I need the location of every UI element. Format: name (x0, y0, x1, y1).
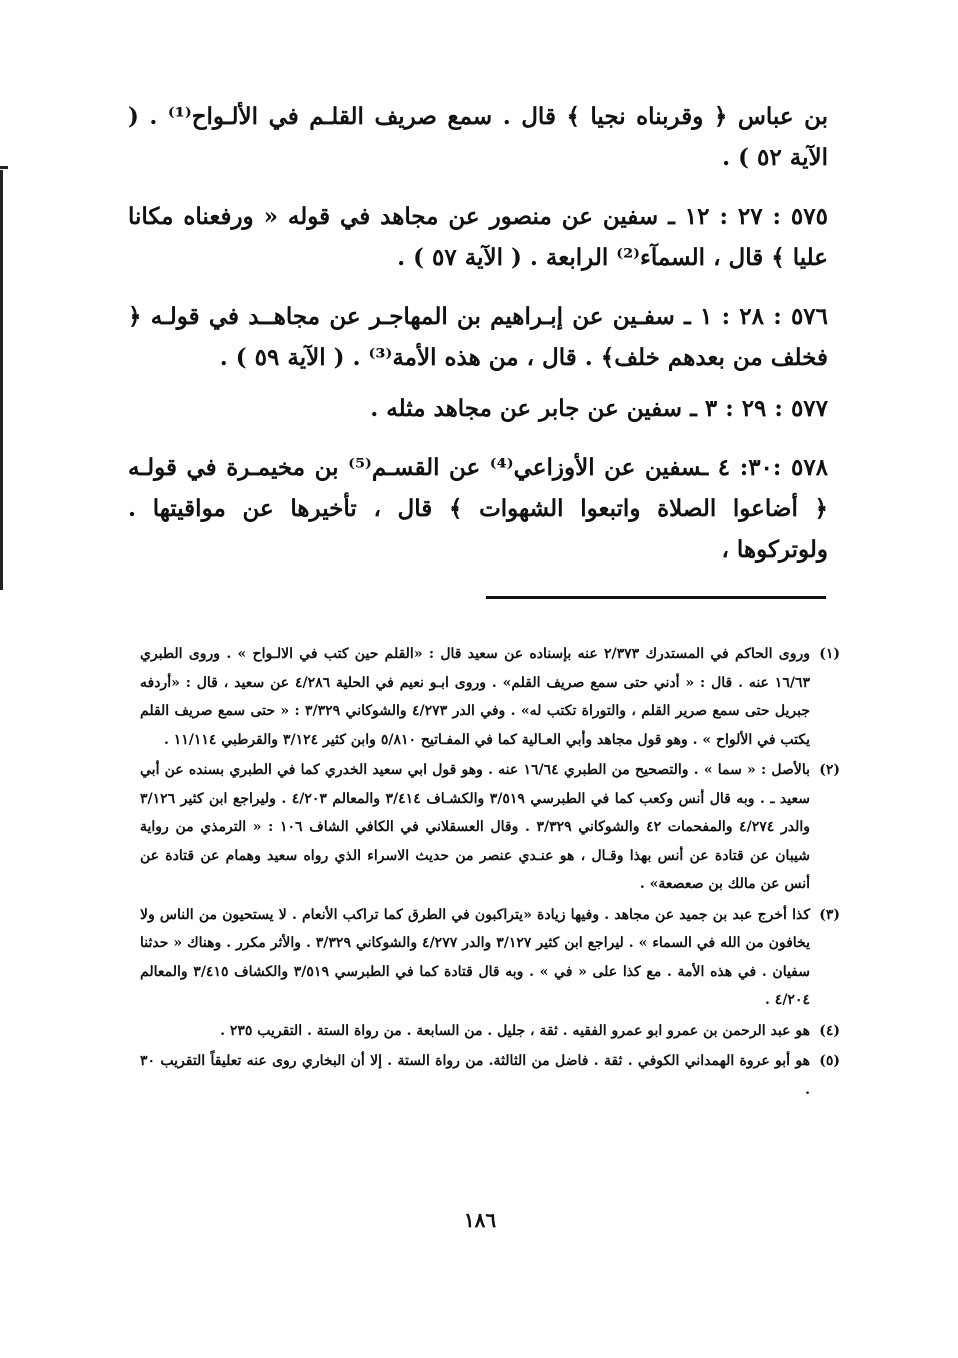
page-number: ١٨٦ (463, 1208, 497, 1232)
footnote-number: (٣) (819, 906, 840, 923)
footnote-text: هو أبو عروة الهمداني الكوفي . ثقة . فاضل من الثالثة. من رواة الستة . إلا أن البخاري روى عنه تعليقاً التقريب ٣٠ . (140, 1053, 810, 1098)
footnote-text: بالأصل : « سما » . والتصحيح من الطبري ١٦/٦٤ عنه . وهو قول ابي سعيد الخدري كما في الطبري بسنده عن أبي سعيد ـ . وبه قال أنس وكعب كما في الطبرسي ٣/٥١٩ والكشـاف ٣/٤١٤ والمعالم ٤/٢٠٣ . وليراجع ابن كثير ٣/١٢٦ والدر ٤/٢٧٤ والمفحمات ٤٢ والشوكاني ٣/٣٢٩ . وقال العسقلاني في الكافي الشاف ١٠٦ : « الترمذي من رواية شيبان عن قتادة عن أنس بهذا وقـال ، هو عنـدي عنصر من حديث الاسراء الذي رواه سعيد وهمام عن قتادة عن أنس عن مالك بن صعصعة» . (140, 762, 810, 892)
footnote-text: هو عبد الرحمن بن عمرو ابو عمرو الفقيه . ثقة ، جليل . من السابعة . من رواة الستة . التقريب ٢٣٥ . (220, 1022, 810, 1039)
footnote-2 (140, 756, 840, 899)
footnote-number: (٤) (819, 1022, 840, 1039)
paragraph-576: ٥٧٦ : ٢٨ : ١ ـ سفـين عن إبـراهيم بن المهاجـر عن مجاهــد في قولـه ﴿ فخلف من بعدهم خلف﴾ . قال ، من هذه الأمة⁽³⁾ . ( الآية ٥٩ ) . (128, 303, 829, 371)
footnote-number: (٥) (819, 1053, 840, 1069)
footnote-separator (486, 596, 826, 599)
footnote-5 (140, 1047, 840, 1104)
footnote-text: كذا أخرج عبد بن جميد عن مجاهد . وفيها زيادة «يتراكبون في الطرق كما تراكب الأنعام . لا يستحيون من الناس ولا يخافون من الله في السماء » . ليراجع ابن كثير ٣/١٢٧ والدر ٤/٢٧٧ والشوكاني ٣/٣٢٩ . والأثر مكرر . وهناك « حدثنا سفيان . في هذه الأمة . مع كذا على « في » . وبه قال قتادة كما في الطبرسي ٣/٥١٩ والكشاف ٣/٤١٥ والمعالم ٤/٢٠٤ . (140, 906, 810, 1008)
footnote-4 (140, 1017, 840, 1046)
paragraph-575: ٥٧٥ : ٢٧ : ١٢ ـ سفين عن منصور عن مجاهد في قوله « ورفعناه مكانا عليا ﴾ قال ، السمآء⁽²⁾ الرابعة . ( الآية ٥٧ ) . (128, 203, 828, 271)
paragraph-578: ٥٧٨ :٣٠: ٤ ـسفين عن الأوزاعي⁽⁴⁾ عن القسـم⁽⁵⁾ بن مخيمـرة في قولـه ﴿ أضاعوا الصلاة واتبعوا الشهوات ﴾ قال ، تأخيرها عن مواقيتها . ولوتركوها ، (128, 454, 829, 563)
scan-edge-mark (0, 170, 3, 590)
scan-edge-tick (0, 166, 8, 169)
main-text (128, 96, 828, 588)
footnote-text: وروى الحاكم في المستدرك ٢/٣٧٣ عنه بإسناده عن سعيد قال : «القلم حين كتب في الالـواح » . وروى الطبري ١٦/٦٣ عنه . قال : « أدني حتى سمع صريف القلم» . وروى ابـو نعيم في الحلية ٤/٢٨٦ عن سعيد ، قال : «أردفه جبريل حتى سمع صرير القلم ، والتوراة تكتب له» . وفي الدر ٤/٢٧٣ والشوكاني ٣/٣٢٩ : « حتى سمع صريف القلم يكتب في الألواح » . وهو قول مجاهد وأبي العـالية كما في المفـاتيح ٥/٨١٠ وابن كثير ٣/١٢٤ والقرطبي ١١/١١٤ . (140, 646, 810, 748)
footnote-number: (١) (819, 646, 840, 662)
paragraph-verse-52: بن عباس ﴿ وقربناه نجيا ﴾ قال . سمع صريف القلـم في الألـواح⁽¹⁾ . ( الآية ٥٢ ) . (128, 103, 828, 171)
footnote-number: (٢) (819, 762, 840, 778)
footnotes (140, 640, 840, 1106)
paragraph-577: ٥٧٧ : ٢٩ : ٣ ـ سفين عن جابر عن مجاهد مثله . (370, 395, 828, 422)
footnote-1 (140, 640, 840, 754)
footnote-3 (140, 901, 840, 1015)
